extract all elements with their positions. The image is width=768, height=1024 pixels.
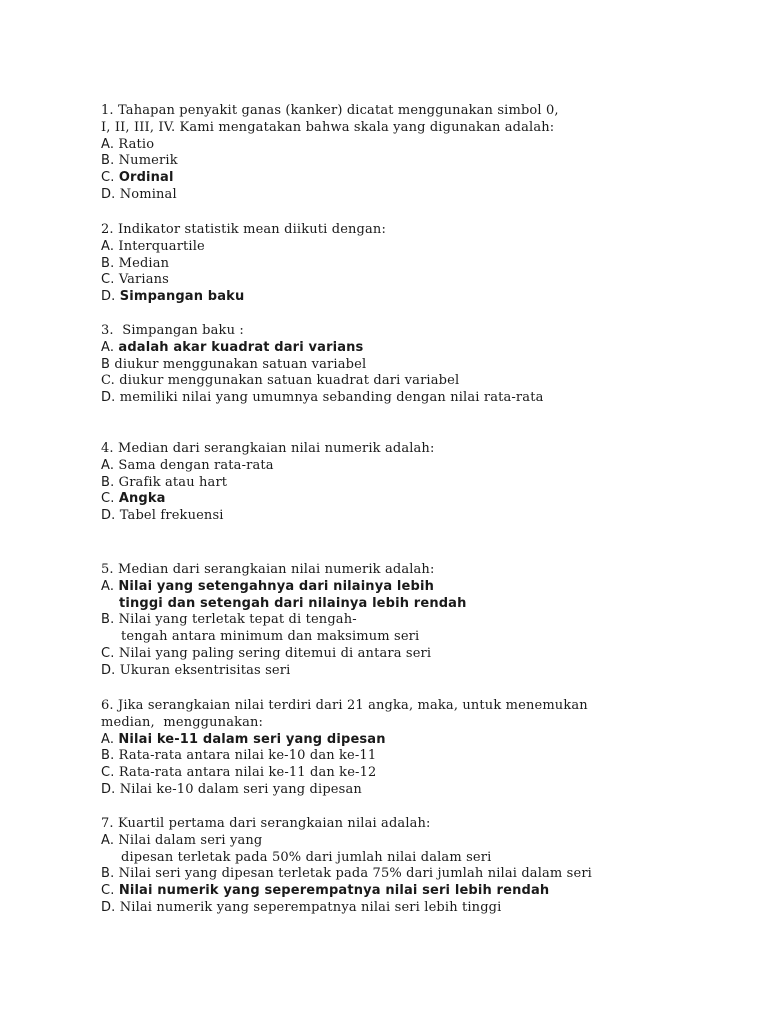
option-text: adalah akar kuadrat dari varians	[118, 339, 364, 355]
option-text: Ratio	[118, 136, 155, 152]
option-text: Median	[118, 255, 170, 271]
option-letter: C.	[101, 645, 115, 661]
option-b-continuation	[101, 629, 671, 646]
option-b	[101, 153, 671, 170]
question-7	[101, 816, 671, 917]
question-stem: 4. Median dari serangkaian nilai numerik adalah:	[101, 441, 435, 456]
option-letter: A.	[101, 457, 115, 473]
option-text: Ukuran eksentrisitas seri	[119, 662, 291, 678]
option-letter: C.	[101, 765, 115, 781]
option-d	[101, 508, 671, 525]
question-4	[101, 441, 671, 525]
option-text: Nilai numerik yang seperempatnya nilai seri lebih rendah	[118, 883, 550, 899]
option-c	[101, 491, 671, 508]
option-a-continuation	[101, 850, 671, 867]
option-a	[101, 732, 671, 749]
question-stem: 5. Median dari serangkaian nilai numerik adalah:	[101, 562, 435, 577]
option-b	[101, 256, 671, 273]
option-d	[101, 187, 671, 204]
question-stem: median, menggunakan:	[101, 714, 264, 730]
option-text: Interquartile	[118, 238, 205, 254]
option-c	[101, 373, 671, 390]
option-b	[101, 475, 671, 492]
option-letter: B.	[101, 474, 115, 490]
option-a	[101, 340, 671, 357]
option-letter: D.	[101, 781, 116, 797]
option-c	[101, 646, 671, 663]
option-letter: D.	[101, 508, 116, 524]
option-text: dipesan terletak pada 50% dari jumlah nilai dalam seri	[121, 849, 492, 865]
option-text: Nominal	[119, 186, 177, 202]
option-a	[101, 833, 671, 850]
option-c	[101, 883, 671, 900]
option-letter: A.	[101, 578, 115, 594]
question-stem: 6. Jika serangkaian nilai terdiri dari 21 angka, maka, untuk menemukan	[101, 698, 588, 713]
option-letter: C.	[101, 373, 115, 389]
option-letter: A.	[101, 731, 115, 747]
option-a-continuation	[101, 596, 671, 613]
option-letter: A.	[101, 339, 115, 355]
option-letter: D.	[101, 186, 116, 202]
option-text: Nilai ke-10 dalam seri yang dipesan	[119, 781, 362, 797]
option-text: diukur menggunakan satuan kuadrat dari variabel	[119, 373, 460, 389]
option-text: Ordinal	[118, 170, 174, 186]
option-letter: A.	[101, 136, 115, 152]
option-b	[101, 357, 671, 374]
option-text: Sama dengan rata-rata	[118, 457, 274, 473]
option-c	[101, 170, 671, 187]
option-text: diukur menggunakan satuan variabel	[114, 356, 367, 372]
option-letter: C.	[101, 491, 115, 507]
option-a	[101, 579, 671, 596]
option-b	[101, 612, 671, 629]
option-letter: B.	[101, 153, 115, 169]
option-letter: B.	[101, 612, 115, 628]
option-letter: C.	[101, 272, 115, 288]
question-stem: 3. Simpangan baku :	[101, 323, 244, 338]
option-text: Nilai dalam seri yang	[118, 832, 263, 848]
question-stem: I, II, III, IV. Kami mengatakan bahwa skala yang digunakan adalah:	[101, 119, 555, 135]
option-text: tinggi dan setengah dari nilainya lebih rendah	[119, 595, 467, 611]
option-d	[101, 900, 671, 917]
option-d	[101, 663, 671, 680]
option-letter: C.	[101, 883, 115, 899]
question-1	[101, 103, 671, 204]
option-text: Nilai yang paling sering ditemui di antara seri	[118, 645, 432, 661]
option-text: Nilai yang setengahnya dari nilainya lebih	[118, 578, 434, 594]
option-text: Rata-rata antara nilai ke-11 dan ke-12	[118, 765, 377, 781]
question-stem: 7. Kuartil pertama dari serangkaian nilai adalah:	[101, 816, 431, 831]
option-letter: D.	[101, 390, 116, 406]
option-text: Nilai seri yang dipesan terletak pada 75% dari jumlah nilai dalam seri	[118, 866, 592, 882]
option-c	[101, 272, 671, 289]
option-text: Tabel frekuensi	[119, 508, 224, 524]
option-a	[101, 137, 671, 154]
option-text: Angka	[118, 491, 166, 507]
question-stem: 2. Indikator statistik mean diikuti dengan:	[101, 222, 386, 237]
option-text: Nilai ke-11 dalam seri yang dipesan	[118, 731, 386, 747]
option-text: Varians	[118, 272, 169, 288]
option-a	[101, 458, 671, 475]
option-text: memiliki nilai yang umumnya sebanding dengan nilai rata-rata	[119, 390, 544, 406]
option-letter: A.	[101, 832, 115, 848]
option-d	[101, 782, 671, 799]
option-letter: B	[101, 356, 111, 372]
option-text: Simpangan baku	[119, 289, 245, 305]
option-text: tengah antara minimum dan maksimum seri	[121, 629, 420, 645]
question-2	[101, 222, 671, 306]
option-text: Rata-rata antara nilai ke-10 dan ke-11	[118, 748, 377, 764]
option-letter: B.	[101, 255, 115, 271]
option-letter: A.	[101, 238, 115, 254]
option-letter: D.	[101, 662, 116, 678]
question-stem: 1. Tahapan penyakit ganas (kanker) dicatat menggunakan simbol 0,	[101, 103, 559, 118]
option-letter: D.	[101, 289, 116, 305]
question-5	[101, 562, 671, 680]
option-text: Nilai yang terletak tepat di tengah-	[118, 612, 357, 628]
option-a	[101, 239, 671, 256]
option-b	[101, 866, 671, 883]
option-text: Grafik atau hart	[118, 474, 228, 490]
question-3	[101, 323, 671, 407]
option-text: Nilai numerik yang seperempatnya nilai seri lebih tinggi	[119, 899, 502, 915]
option-d	[101, 289, 671, 306]
option-letter: B.	[101, 866, 115, 882]
option-text: Numerik	[118, 153, 178, 169]
option-letter: D.	[101, 899, 116, 915]
option-c	[101, 765, 671, 782]
option-d	[101, 390, 671, 407]
question-6	[101, 698, 671, 799]
option-b	[101, 748, 671, 765]
option-letter: C.	[101, 170, 115, 186]
option-letter: B.	[101, 748, 115, 764]
